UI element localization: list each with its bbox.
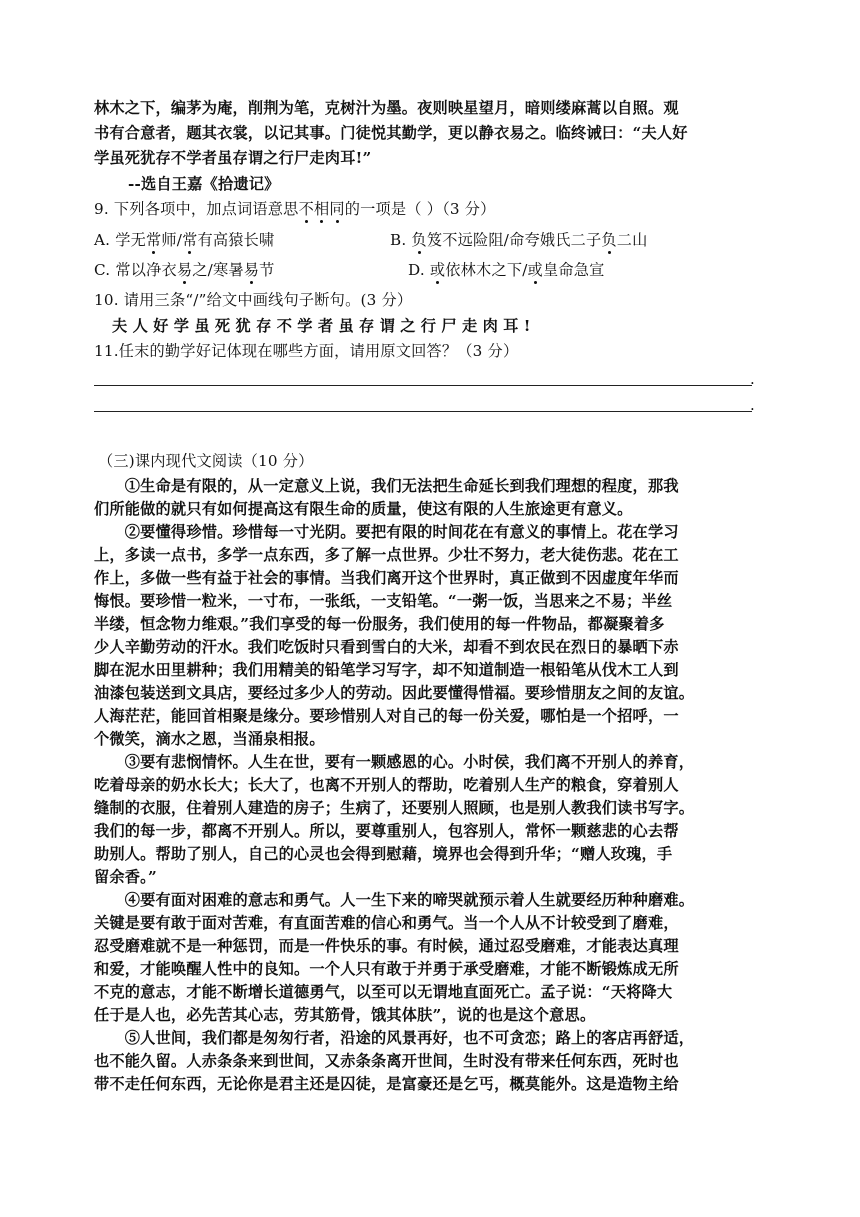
paragraph-line: 留余香。” [94, 868, 157, 886]
paragraph-line: 不克的意志，才能不断增长道德勇气，以至可以无谓地直面死亡。孟子说：“天将降大 [94, 983, 673, 1001]
paragraph-line: 也不能久留。人赤条条来到世间，又赤条条离开世间，生时没有带来任何东西，死时也 [94, 1052, 679, 1070]
classical-line-2: 书有合意者，题其衣裳，以记其事。门徒悦其勤学，更以静衣易之。临终诫曰：“夫人好 [94, 124, 688, 142]
question-10-sentence: 夫人好学虽死犹存不学者虽存谓之行尸走肉耳! [112, 317, 536, 335]
paragraph-line: ③要有悲悯情怀。人生在世，要有一颗感恩的心。小时侯，我们离不开别人的养育， [94, 753, 695, 771]
option-b[interactable]: B. 负笈不远险阻/命夸娥氏二子负二山 [390, 231, 648, 249]
paragraph-line: 我们的每一步，都离不开别人。所以，要尊重别人，包容别人，常怀一颗慈悲的心去帮 [94, 822, 679, 840]
paragraph-line: 任于是人也，必先苦其心志，劳其筋骨，饿其体肤”，说的也是这个意思。 [94, 1006, 596, 1024]
source-citation: --选自王嘉《拾遗记》 [128, 175, 280, 193]
question-9-stem: 9. 下列各项中，加点词语意思不相同的一项是（ ）（3 分） [94, 200, 496, 218]
classical-line-1: 林木之下，编茅为庵，削荆为笔，克树汁为墨。夜则映星望月，暗则缕麻蒿以自照。观 [94, 99, 679, 117]
paragraph-line: 上，多读一点书，多学一点东西，多了解一点世界。少壮不努力，老大徒伤悲。花在工 [94, 546, 679, 564]
paragraph-line: ①生命是有限的，从一定意义上说，我们无法把生命延长到我们理想的程度，那我 [94, 477, 679, 495]
paragraph-line: 们所能做的就只有如何提高这有限生命的质量，使这有限的人生旅途更有意义。 [94, 500, 633, 518]
paragraph-line: ⑤人世间，我们都是匆匆行者，沿途的风景再好，也不可贪恋；路上的客店再舒适， [94, 1029, 695, 1047]
paragraph-line: ④要有面对困难的意志和勇气。人一生下来的啼哭就预示着人生就要经历种种磨难。 [94, 891, 695, 909]
answer-line-2[interactable] [94, 411, 752, 412]
paragraph-line: ②要懂得珍惜。珍惜每一寸光阴。要把有限的时间花在有意义的事情上。花在学习 [94, 523, 679, 541]
paragraph-line: 人海茫茫，能回首相聚是缘分。要珍惜别人对自己的每一份关爱，哪怕是一个招呼，一 [94, 707, 679, 725]
paragraph-line: 悔恨。要珍惜一粒米，一寸布，一张纸，一支铅笔。“一粥一饭，当思来之不易；半丝 [94, 592, 673, 610]
paragraph-line: 关键是要有敢于面对苦难，有直面苦难的信心和勇气。当一个人从不计较受到了磨难， [94, 914, 679, 932]
answer-line-1-end: . [750, 370, 755, 388]
paragraph-line: 少人辛勤劳动的汗水。我们吃饭时只看到雪白的大米，却看不到农民在烈日的暴晒下赤 [94, 638, 679, 656]
question-10-stem: 10. 请用三条“/”给文中画线句子断句。(3 分） [94, 291, 413, 309]
paragraph-line: 和爱，才能唤醒人性中的良知。一个人只有敢于并勇于承受磨难，才能不断锻炼成无所 [94, 960, 679, 978]
paragraph-line: 带不走任何东西，无论你是君主还是囚徒，是富豪还是乞丐，概莫能外。这是造物主给 [94, 1075, 679, 1093]
section-heading: （三)课内现代文阅读（10 分） [98, 452, 314, 470]
paragraph-line: 忍受磨难就不是一种惩罚，而是一件快乐的事。有时候，通过忍受磨难，才能表达真理 [94, 937, 679, 955]
question-11-stem: 11.任末的勤学好记体现在哪些方面，请用原文回答？（3 分） [94, 342, 519, 360]
paragraph-line: 缝制的衣服，住着别人建造的房子；生病了，还要别人照顾，也是别人教我们读书写字。 [94, 799, 695, 817]
paragraph-line: 作上，多做一些有益于社会的事情。当我们离开这个世界时，真正做到不因虚度年华而 [94, 569, 679, 587]
paragraph-line: 吃着母亲的奶水长大；长大了，也离不开别人的帮助，吃着别人生产的粮食，穿着别人 [94, 776, 679, 794]
paragraph-line: 个微笑，滴水之恩，当涌泉相报。 [94, 730, 325, 748]
option-d[interactable]: D. 或依林木之下/或皇命急宣 [408, 261, 605, 279]
option-a[interactable]: A. 学无常师/常有高猿长啸 [94, 231, 275, 249]
answer-line-1[interactable] [94, 385, 752, 386]
paragraph-line: 脚在泥水田里耕种；我们用精美的铅笔学习写字，却不知道制造一根铅笔从伐木工人到 [94, 661, 679, 679]
paragraph-line: 半缕，恒念物力维艰。”我们享受的每一份服务，我们使用的每一件物品，都凝聚着多 [94, 615, 665, 633]
paragraph-line: 助别人。帮助了别人，自己的心灵也会得到慰藉，境界也会得到升华；“赠人玫瑰，手 [94, 845, 673, 863]
classical-line-3: 学虽死犹存不学者虽存谓之行尸走肉耳!” [94, 149, 372, 167]
option-c[interactable]: C. 常以净衣易之/寒暑易节 [94, 261, 275, 279]
paragraph-line: 油漆包装送到文具店，要经过多少人的劳动。因此要懂得惜福。要珍惜朋友之间的友谊。 [94, 684, 695, 702]
answer-line-2-end: . [750, 396, 755, 414]
